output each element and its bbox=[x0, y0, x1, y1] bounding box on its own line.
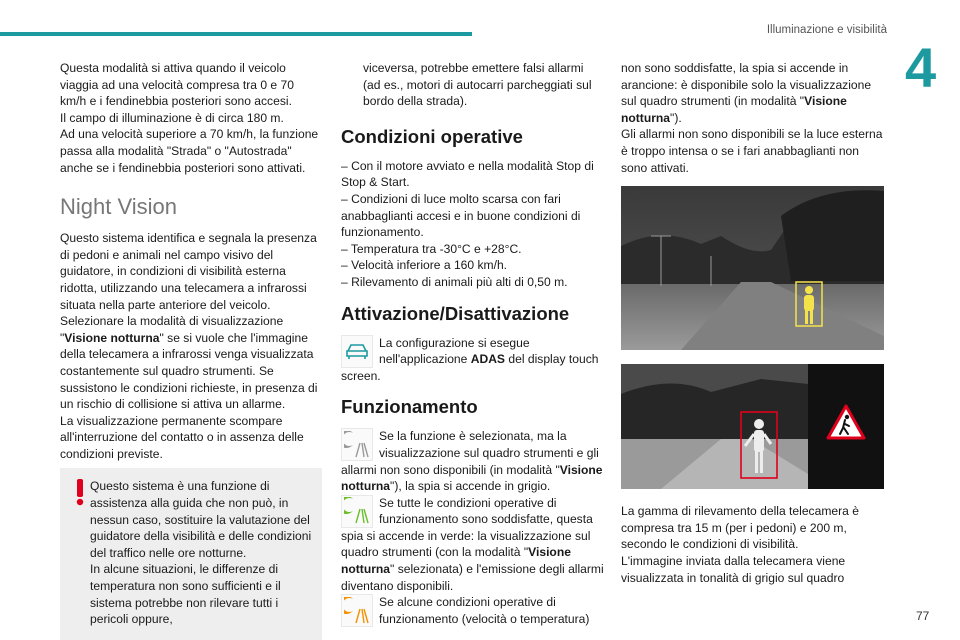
condition-item: – Velocità inferiore a 160 km/h. bbox=[341, 258, 508, 273]
condition-item: – Condizioni di luce molto scarsa con fari anabbaglianti accesi e in buone condizioni di funzionamento. bbox=[341, 191, 581, 240]
night-vision-icon bbox=[341, 428, 373, 461]
operation-paragraph: Se tutte le condizioni operative di funzionamento sono soddisfatte, questa spia si accende in verde: la visualizzazione sul quadro strumenti (con la modalità "Visione notturna" selezionata) e l'emissione degli allarmi diventano disponibili. bbox=[341, 495, 604, 595]
night-vision-icon bbox=[341, 495, 373, 528]
thermal-image-yellow bbox=[621, 186, 884, 350]
operation-heading: Funzionamento bbox=[341, 396, 478, 418]
section-title: Illuminazione e visibilità bbox=[766, 24, 887, 36]
conditions-heading: Condizioni operative bbox=[341, 125, 523, 147]
column-1 bbox=[60, 60, 322, 640]
warning-text: In alcune situazioni, le differenze di temperatura non sono sufficienti e il sistema potrebbe non rilevare tutti i pericoli oppure, bbox=[90, 562, 281, 627]
intro-line: Ad una velocità superiore a 70 km/h, la funzione passa alla modalità "Strada" o "Autostrada" anche se i fendinebbia posteriori sono attivati. bbox=[60, 127, 319, 175]
car-icon bbox=[341, 335, 373, 368]
nv-paragraph: La visualizzazione permanente scompare all'interruzione del contatto o in assenza delle condizioni previste. bbox=[60, 413, 304, 461]
continuation-text: non sono soddisfatte, la spia si accende in arancione: è disponibile solo la visualizzazione sul quadro strumenti (in modalità "Visione notturna"). bbox=[621, 61, 872, 125]
intro-line: Il campo di illuminazione è di circa 180 m. bbox=[60, 110, 284, 125]
continuation-text: Gli allarmi non sono disponibili se la luce esterna è troppo intensa o se i fari anabbaglianti non sono attivati. bbox=[621, 127, 883, 175]
exclamation-icon bbox=[72, 478, 88, 506]
column-2 bbox=[341, 60, 604, 627]
header-accent-bar bbox=[0, 32, 472, 36]
nv-paragraph: Questo sistema identifica e segnala la presenza di pedoni e animali nel campo visivo del guidatore, in condizioni di visibilità esterna ridotta, utilizzando una telecamera a infrarossi situata nella parte anteriore del veicolo. bbox=[60, 231, 317, 312]
operation-paragraph: Se la funzione è selezionata, ma la visualizzazione sul quadro strumenti e gli allarmi non sono disponibili (in modalità "Visione notturna"), la spia si accende in grigio. bbox=[341, 428, 604, 494]
image-text: L'immagine inviata dalla telecamera viene visualizzata in tonalità di grigio sul quadro bbox=[621, 553, 846, 585]
night-vision-icon bbox=[341, 594, 373, 627]
night-vision-heading: Night Vision bbox=[60, 194, 177, 220]
intro-line: Questa modalità si attiva quando il veicolo viaggia ad una velocità compresa tra 0 e 70 km/h e i fendinebbia posteriori sono accesi. bbox=[60, 61, 294, 109]
page-number: 77 bbox=[916, 609, 930, 623]
thermal-image-red bbox=[621, 364, 884, 489]
operation-paragraph: Se alcune condizioni operative di funzionamento (velocità o temperatura) bbox=[341, 594, 604, 627]
continuation-text: viceversa, potrebbe emettere falsi allarmi (ad es., motori di autocarri parcheggiati sul bordo della strada). bbox=[363, 61, 592, 109]
condition-item: – Rilevamento di animali più alti di 0,50 m. bbox=[341, 274, 568, 289]
warning-text: Questo sistema è una funzione di assistenza alla guida che non può, in nessun caso, sostituire la valutazione del guidatore della visibilità e delle condizioni del traffico nelle ore notturne. bbox=[90, 479, 312, 560]
warning-box bbox=[60, 468, 322, 639]
activation-paragraph: La configurazione si esegue nell'applicazione ADAS del display touch screen. bbox=[341, 335, 599, 383]
pedestrian-warning-icon bbox=[826, 404, 866, 440]
activation-heading: Attivazione/Disattivazione bbox=[341, 302, 570, 324]
nv-paragraph: Selezionare la modalità di visualizzazione "Visione notturna" se si vuole che l'immagine della telecamera a infrarossi venga visualizzata costantemente sul quadro strumenti. Se sussistono le condizioni richieste, in presenza di un rischio di collisione si attiva un allarme. bbox=[60, 314, 318, 412]
chapter-number: 4 bbox=[905, 36, 937, 99]
condition-item: – Temperatura tra -30°C e +28°C. bbox=[341, 241, 522, 256]
condition-item: – Con il motore avviato e nella modalità Stop di Stop & Start. bbox=[341, 158, 594, 190]
column-3 bbox=[621, 60, 887, 586]
range-text: La gamma di rilevamento della telecamera è compresa tra 15 m (per i pedoni) e 200 m, secondo le condizioni di visibilità. bbox=[621, 504, 859, 552]
